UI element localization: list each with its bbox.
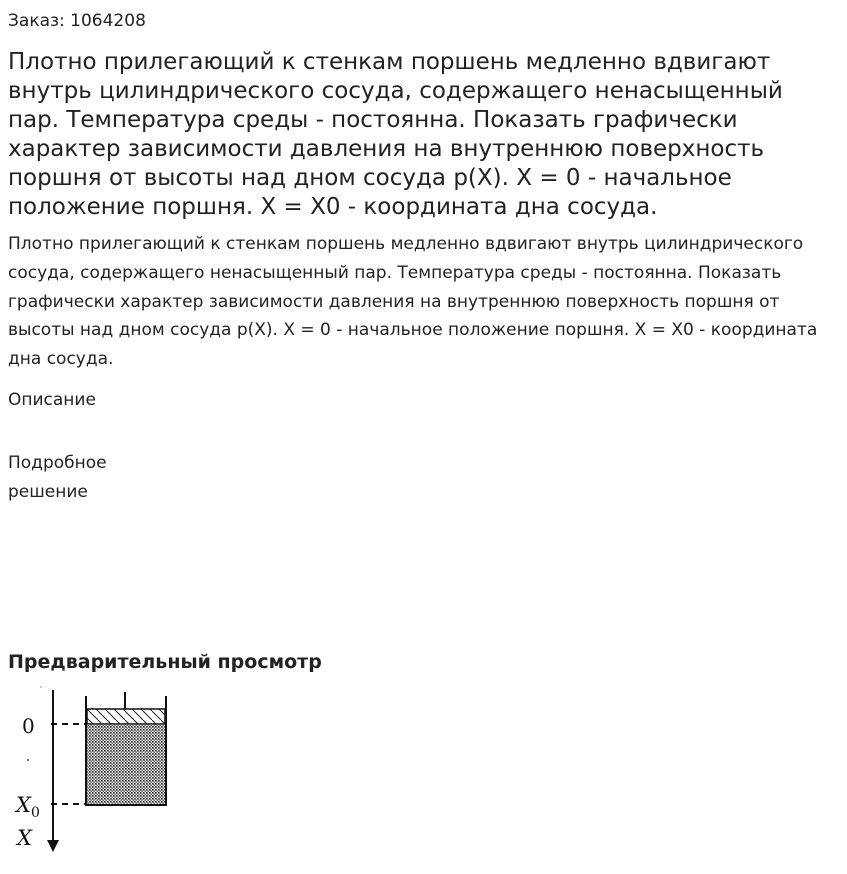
- x0-label: [14, 793, 40, 821]
- axis-tick-dot: [27, 759, 29, 761]
- piston: [87, 709, 165, 724]
- axis-top-dot: [40, 686, 41, 687]
- solution-label: Подробное решение: [8, 453, 107, 502]
- x-axis-arrow: [47, 840, 59, 852]
- description-label: Описание: [8, 390, 96, 410]
- preview-figure: [8, 684, 183, 859]
- x0-label-sub: 0: [30, 805, 40, 821]
- vapor-region: [87, 725, 165, 804]
- problem-title: Плотно прилегающий к стенкам поршень медленно вдвигают внутрь цилиндрического сосуда, содержащего ненасыщенный пар. Температура среды - постоянна. Показать графически характер зависимости давления на внутреннюю поверхность поршня от высоты над дном сосуда p(X). X = 0 - начальное положение поршня. X = X0 - координата дна сосуда.: [8, 49, 783, 220]
- problem-text: Плотно прилегающий к стенкам поршень медленно вдвигают внутрь цилиндрического сосуда, содержащего ненасыщенный пар. Температура среды - постоянна. Показать графически характер зависимости давления на внутреннюю поверхность поршня от высоты над дном сосуда p(X). X = 0 - начальное положение поршня. X = X0 - координата дна сосуда.: [8, 234, 818, 370]
- cylinder-piston-diagram: [8, 684, 183, 859]
- order-number: Заказ: 1064208: [8, 11, 146, 31]
- preview-heading: Предварительный просмотр: [8, 651, 322, 673]
- x0-label-main: X: [16, 793, 31, 817]
- zero-label: 0: [22, 714, 35, 738]
- x-axis-label: X: [17, 826, 32, 850]
